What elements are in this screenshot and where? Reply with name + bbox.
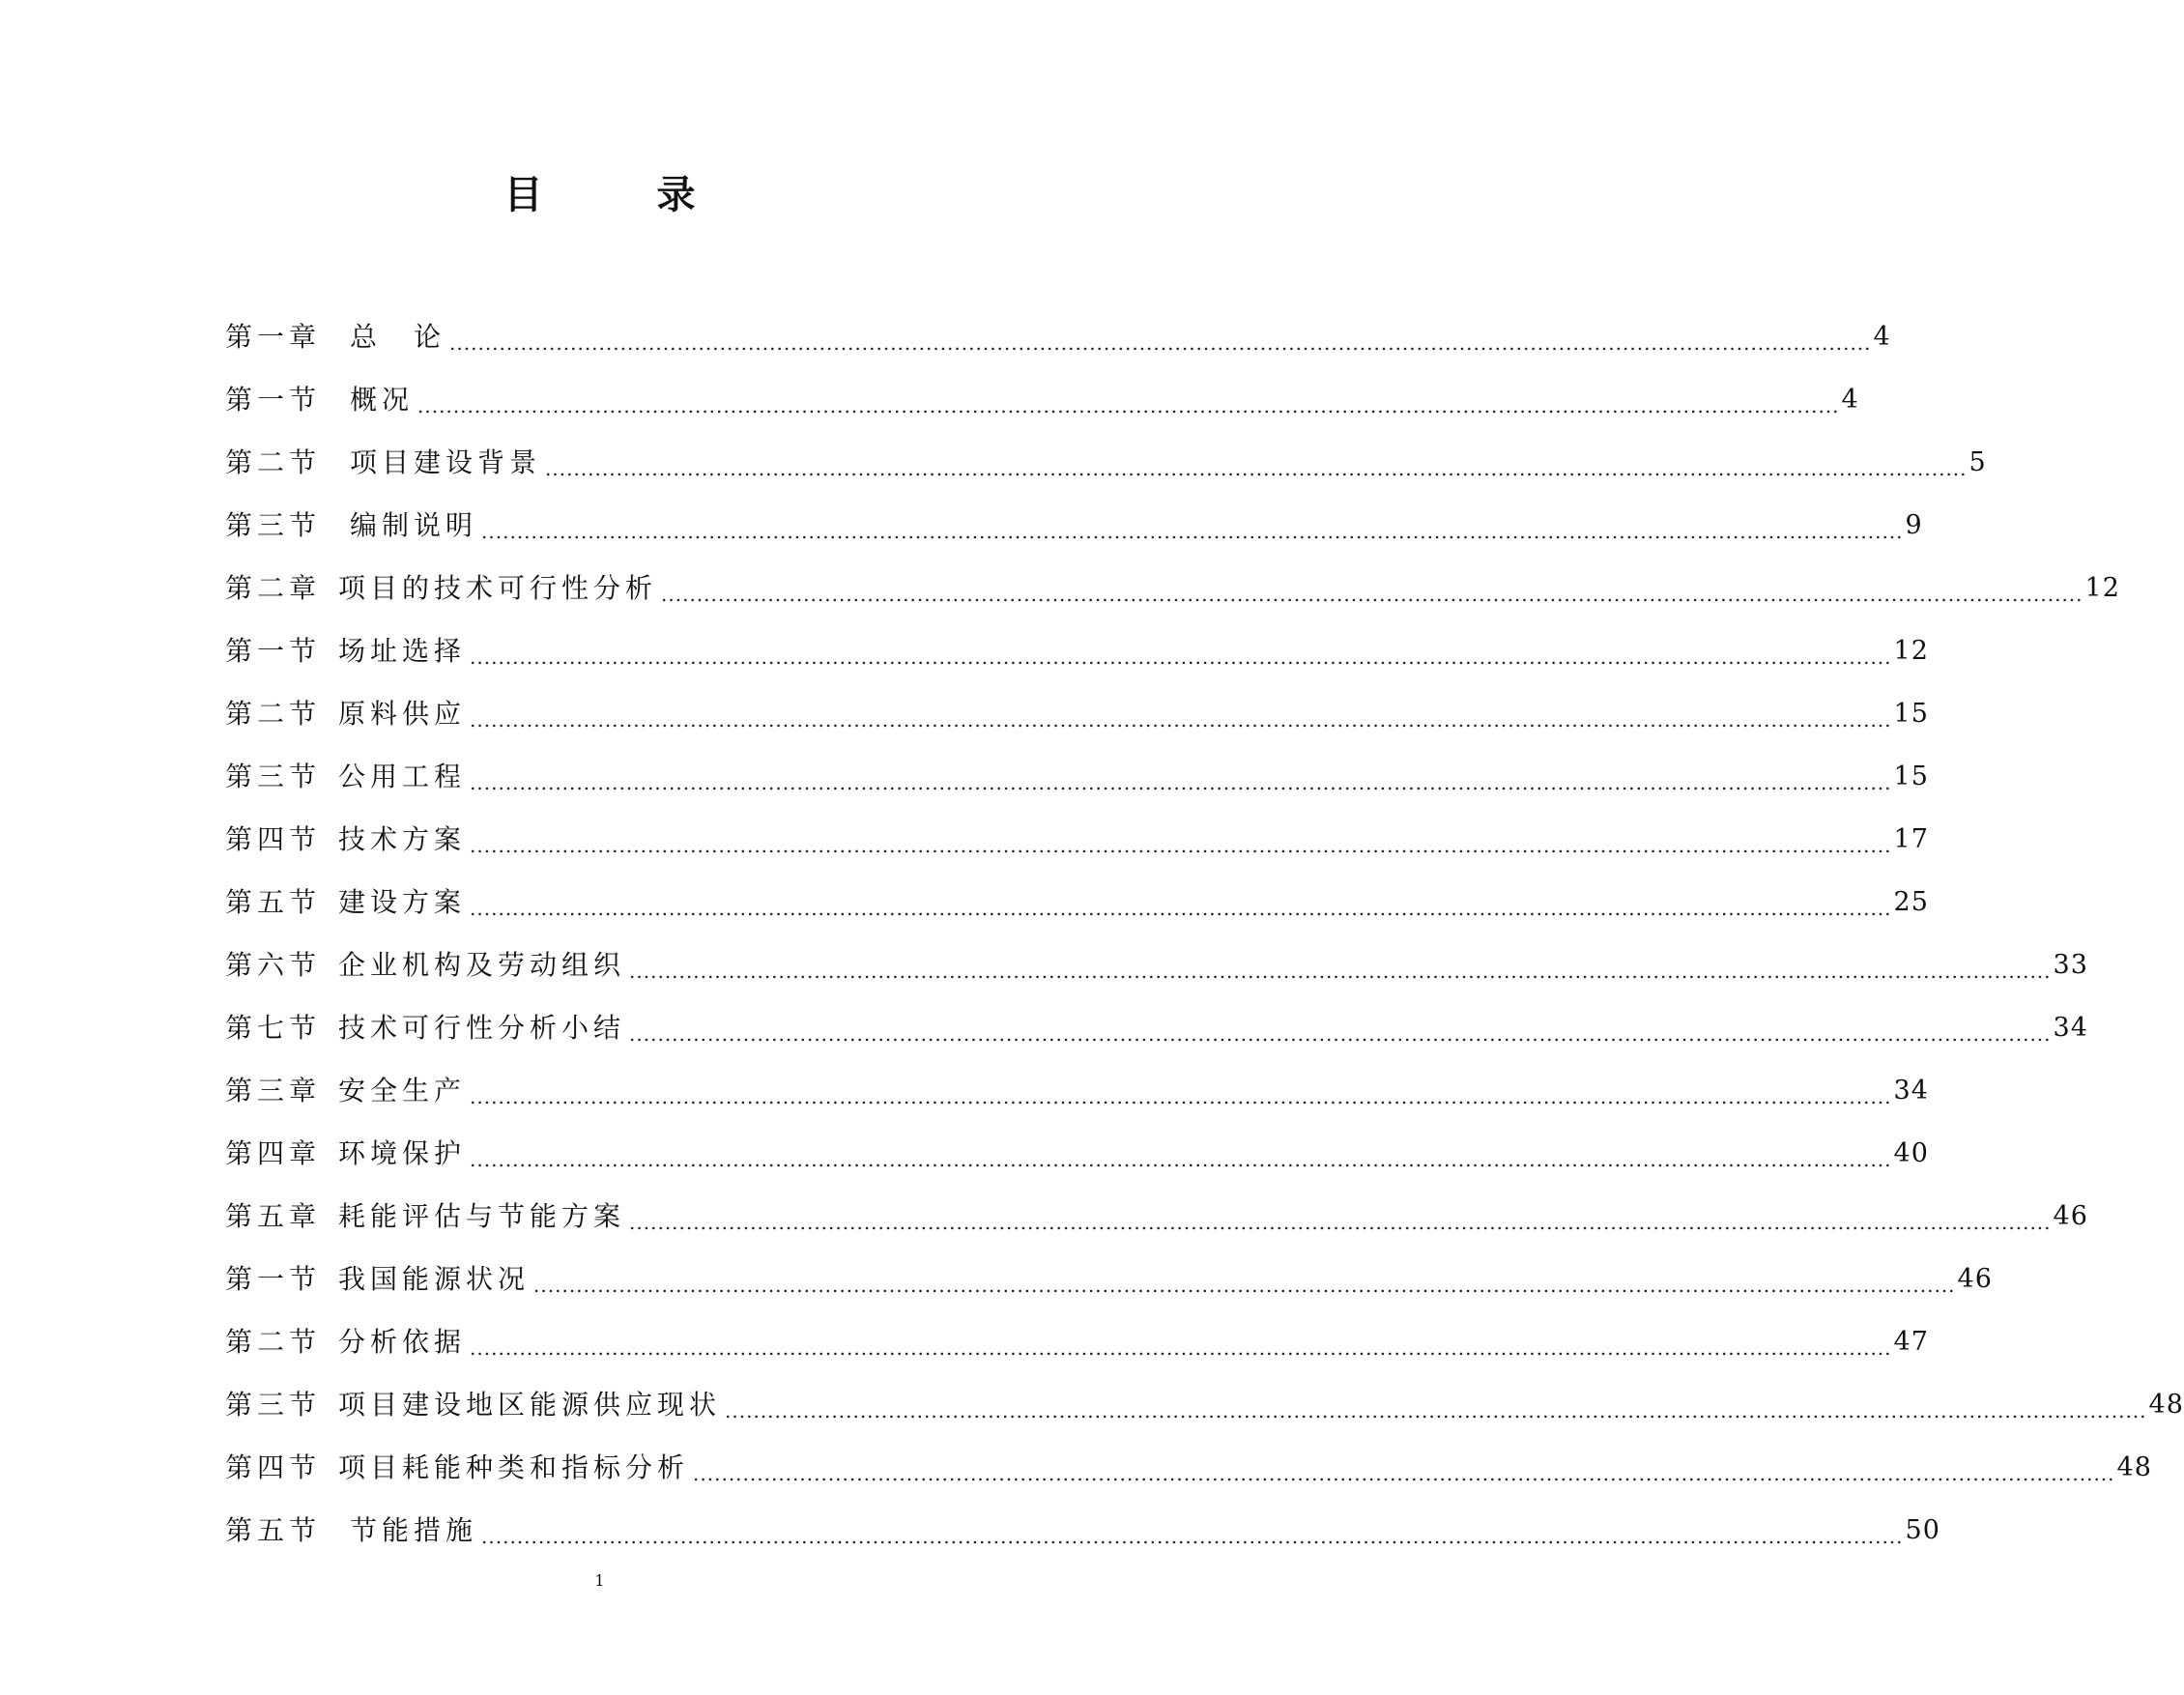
toc-entry-page: 5 xyxy=(1968,447,1987,477)
dot-leader: ........................................................................................................................................................................................................ xyxy=(481,519,1904,543)
toc-entry-section[interactable] xyxy=(225,1499,1940,1562)
dot-leader: ........................................................................................................................................................................................................ xyxy=(470,1147,1892,1171)
toc-entry-number: 第一节 xyxy=(225,1262,322,1295)
dot-leader: ........................................................................................................................................................................................................ xyxy=(449,330,1872,355)
toc-entry-title: 概况 xyxy=(350,383,415,416)
toc-entry-title: 项目建设背景 xyxy=(350,445,542,478)
toc-entry-number: 第二章 xyxy=(225,571,322,604)
toc-entry-number: 第五节 xyxy=(225,885,322,918)
toc-entry-number: 第四节 xyxy=(225,1451,322,1483)
table-of-contents xyxy=(225,305,2184,1562)
toc-entry-section[interactable] xyxy=(225,996,2088,1059)
toc-entry-title: 环境保护 xyxy=(338,1136,467,1169)
toc-entry-title: 企业机构及劳动组织 xyxy=(338,948,626,981)
toc-entry-title: 耗能评估与节能方案 xyxy=(338,1199,626,1232)
toc-entry-number: 第五章 xyxy=(225,1199,322,1232)
dot-leader: ........................................................................................................................................................................................................ xyxy=(470,1084,1892,1108)
toc-entry-title: 建设方案 xyxy=(338,885,467,918)
toc-entry-page: 48 xyxy=(2116,1452,2152,1482)
dot-leader: ........................................................................................................................................................................................................ xyxy=(417,393,1840,417)
toc-entry-section[interactable] xyxy=(225,1373,2184,1436)
toc-entry-section[interactable] xyxy=(225,871,1929,934)
toc-entry-number: 第一节 xyxy=(225,383,322,416)
toc-entry-page: 46 xyxy=(2053,1201,2088,1231)
toc-entry-section[interactable] xyxy=(225,682,1929,745)
toc-entry-page: 25 xyxy=(1893,887,1929,917)
toc-entry-page: 17 xyxy=(1893,824,1929,854)
toc-entry-page: 48 xyxy=(2148,1390,2184,1420)
toc-entry-section[interactable] xyxy=(225,808,1929,871)
toc-entry-page: 34 xyxy=(1893,1076,1929,1106)
title-char-1: 目 xyxy=(503,172,543,217)
dot-leader: ........................................................................................................................................................................................................ xyxy=(693,1461,2115,1485)
toc-entry-section[interactable] xyxy=(225,494,1923,557)
toc-entry-title: 总 论 xyxy=(350,320,446,353)
dot-leader: ........................................................................................................................................................................................................ xyxy=(470,896,1892,920)
dot-leader: ........................................................................................................................................................................................................ xyxy=(470,645,1892,669)
page-number: 1 xyxy=(594,1571,605,1590)
toc-entry-chapter-2[interactable] xyxy=(225,557,2120,619)
dot-leader: ........................................................................................................................................................................................................ xyxy=(470,833,1892,857)
toc-entry-section[interactable] xyxy=(225,368,1859,431)
toc-entry-chapter-1[interactable] xyxy=(225,305,1891,368)
dot-leader: ........................................................................................................................................................................................................ xyxy=(661,582,2083,606)
toc-entry-page: 9 xyxy=(1905,510,1923,540)
toc-entry-title: 项目耗能种类和指标分析 xyxy=(338,1451,690,1483)
toc-entry-chapter-5[interactable] xyxy=(225,1185,2088,1248)
toc-entry-page: 12 xyxy=(2084,573,2120,603)
toc-entry-section[interactable] xyxy=(225,1248,1993,1310)
toc-entry-number: 第三章 xyxy=(225,1074,322,1106)
dot-leader: ........................................................................................................................................................................................................ xyxy=(533,1273,1956,1297)
toc-entry-title: 场址选择 xyxy=(338,634,467,667)
toc-entry-number: 第二节 xyxy=(225,1325,322,1358)
toc-entry-title: 项目建设地区能源供应现状 xyxy=(338,1388,722,1421)
dot-leader: ........................................................................................................................................................................................................ xyxy=(470,707,1892,732)
toc-entry-number: 第二节 xyxy=(225,697,322,730)
toc-entry-section[interactable] xyxy=(225,1310,1929,1373)
toc-entry-chapter-3[interactable] xyxy=(225,1059,1929,1122)
toc-entry-number: 第四节 xyxy=(225,822,322,855)
toc-entry-title: 项目的技术可行性分析 xyxy=(338,571,658,604)
toc-entry-section[interactable] xyxy=(225,431,1987,494)
toc-entry-number: 第一章 xyxy=(225,320,322,353)
toc-entry-number: 第五节 xyxy=(225,1513,322,1546)
toc-entry-number: 第二节 xyxy=(225,445,322,478)
toc-entry-number: 第四章 xyxy=(225,1136,322,1169)
title-char-2: 录 xyxy=(656,172,696,217)
toc-entry-title: 节能措施 xyxy=(350,1513,478,1546)
toc-entry-number: 第一节 xyxy=(225,634,322,667)
toc-entry-page: 12 xyxy=(1893,636,1929,666)
toc-entry-page: 40 xyxy=(1893,1138,1929,1168)
toc-entry-number: 第三节 xyxy=(225,1388,322,1421)
toc-entry-section[interactable] xyxy=(225,934,2088,996)
toc-entry-number: 第七节 xyxy=(225,1011,322,1044)
dot-leader: ........................................................................................................................................................................................................ xyxy=(481,1524,1904,1548)
dot-leader: ........................................................................................................................................................................................................ xyxy=(629,1210,2052,1234)
toc-entry-page: 34 xyxy=(2053,1013,2088,1043)
dot-leader: ........................................................................................................................................................................................................ xyxy=(629,959,2052,983)
toc-entry-page: 15 xyxy=(1893,761,1929,791)
toc-entry-page: 15 xyxy=(1893,699,1929,729)
toc-entry-page: 4 xyxy=(1841,385,1859,415)
dot-leader: ........................................................................................................................................................................................................ xyxy=(470,1336,1892,1360)
toc-entry-title: 原料供应 xyxy=(338,697,467,730)
dot-leader: ........................................................................................................................................................................................................ xyxy=(545,456,1968,480)
toc-entry-number: 第六节 xyxy=(225,948,322,981)
dot-leader: ........................................................................................................................................................................................................ xyxy=(725,1398,2147,1422)
toc-entry-title: 安全生产 xyxy=(338,1074,467,1106)
toc-entry-page: 33 xyxy=(2053,950,2088,980)
toc-entry-chapter-4[interactable] xyxy=(225,1122,1929,1185)
toc-entry-page: 47 xyxy=(1893,1327,1929,1357)
toc-entry-number: 第三节 xyxy=(225,760,322,792)
toc-entry-section[interactable] xyxy=(225,1436,2152,1499)
dot-leader: ........................................................................................................................................................................................................ xyxy=(629,1021,2052,1046)
toc-entry-page: 50 xyxy=(1905,1515,1940,1545)
toc-entry-title: 技术方案 xyxy=(338,822,467,855)
toc-entry-section[interactable] xyxy=(225,745,1929,808)
toc-entry-title: 我国能源状况 xyxy=(338,1262,531,1295)
toc-entry-section[interactable] xyxy=(225,619,1929,682)
toc-entry-title: 分析依据 xyxy=(338,1325,467,1358)
toc-entry-page: 46 xyxy=(1957,1264,1993,1294)
toc-entry-title: 技术可行性分析小结 xyxy=(338,1011,626,1044)
toc-title xyxy=(0,162,1199,220)
toc-entry-title: 编制说明 xyxy=(350,508,478,541)
toc-entry-title: 公用工程 xyxy=(338,760,467,792)
toc-entry-number: 第三节 xyxy=(225,508,322,541)
toc-entry-page: 4 xyxy=(1873,322,1891,352)
dot-leader: ........................................................................................................................................................................................................ xyxy=(470,770,1892,794)
